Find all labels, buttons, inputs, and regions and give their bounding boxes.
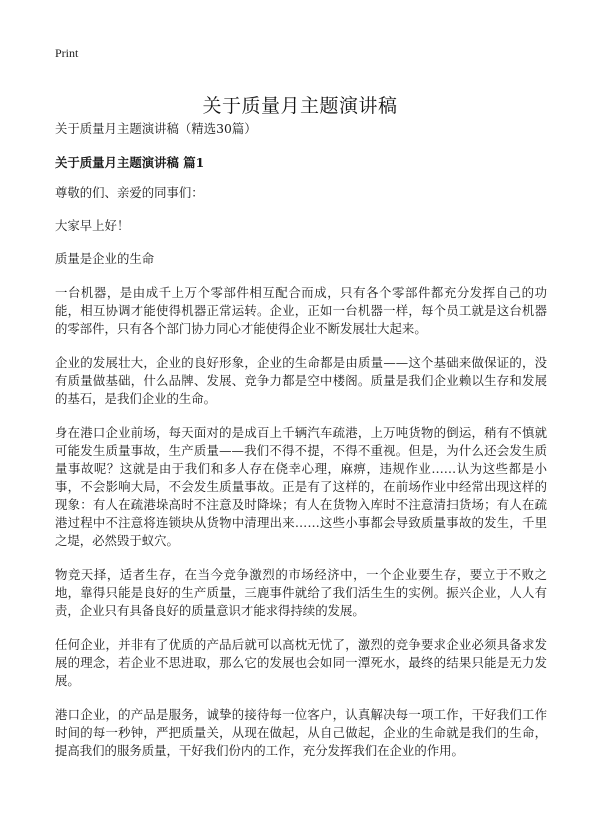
- topic-line: 质量是企业的生命: [55, 251, 155, 266]
- paragraph: 企业的发展壮大，企业的良好形象，企业的生命都是由质量——这个基础来做保证的，没有质量做基础，什么品牌、发展、竞争力都是空中楼阁。质量是我们企业赖以生存和发展的基石，是我们企业的生命。: [55, 355, 547, 406]
- document-body: [55, 120, 547, 776]
- paragraph: 任何企业，并非有了优质的产品后就可以高枕无忧了，激烈的竞争要求企业必须具备求发展的理念，若企业不思进取，那么它的发展也会如同一潭死水，最终的结果只能是无力发展。: [55, 637, 547, 688]
- section-heading: 关于质量月主题演讲稿 篇1: [55, 155, 205, 170]
- page-title: 关于质量月主题演讲稿: [202, 94, 398, 117]
- greeting-line: 尊敬的们、亲爱的同事们：: [55, 185, 204, 200]
- document-subtitle: 关于质量月主题演讲稿（精选30篇）: [55, 121, 257, 136]
- paragraph: 物竞天择，适者生存，在当今竞争激烈的市场经济中，一个企业要生存，要立于不败之地，靠得只能是良好的生产质量，三鹿事件就给了我们活生生的实例。振兴企业，人人有责，企业只有具备良好的质量意识才能求得持续的发展。: [55, 567, 547, 618]
- hello-line: 大家早上好！: [55, 218, 130, 233]
- print-link[interactable]: Print: [55, 46, 79, 60]
- paragraph: 港口企业，的产品是服务，诚挚的接待每一位客户，认真解决每一项工作，干好我们工作时间的每一秒钟，严把质量关，从现在做起，从自己做起，企业的生命就是我们的生命，提高我们的服务质量，干好我们份内的工作，充分发挥我们在企业的作用。: [55, 707, 547, 758]
- paragraph: 一台机器，是由成千上万个零部件相互配合而成，只有各个零部件都充分发挥自己的功能，相互协调才能使得机器正常运转。企业，正如一台机器一样，每个员工就是这台机器的零部件，只有各个部门协力同心才能使得企业不断发展壮大起来。: [55, 285, 547, 336]
- paragraph: 身在港口企业前场，每天面对的是成百上千辆汽车疏港，上万吨货物的倒运，稍有不慎就可能发生质量事故，生产质量——我们不得不提，不得不重视。但是，为什么还会发生质量事故呢？这就是由于我们和多人存在侥幸心理，麻痹，违规作业……认为这些都是小事，不会影响大局，不会发生质量事故。正是有了这样的，在前场作业中经常出现这样的现象：有人在疏港垛高时不注意及时降垛；有人在货物入库时不注意清扫货场；有人在疏港过程中不注意将连锁块从货物中清理出来……这些小事都会导致质量事故的发生，千里之堤，必然毁于蚁穴。: [55, 425, 547, 548]
